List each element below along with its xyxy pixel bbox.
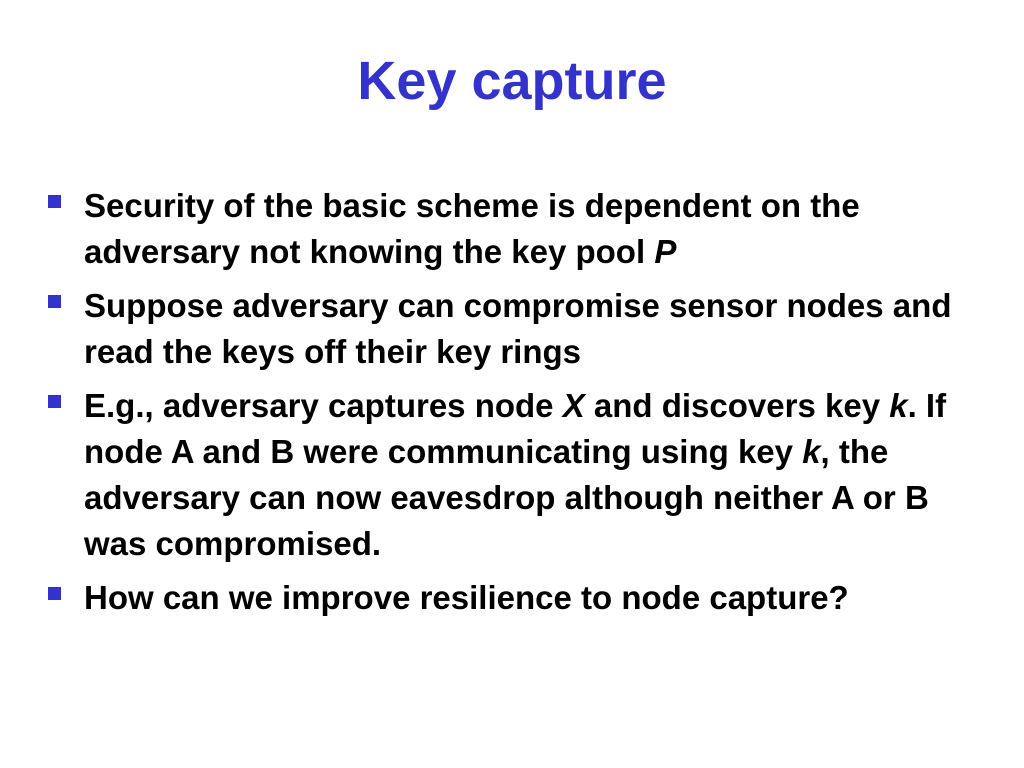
italic-variable: P: [654, 233, 677, 270]
text-segment: Suppose adversary can compromise sensor nodes and read the keys off their key rings: [84, 287, 952, 370]
text-segment: E.g., adversary captures node: [84, 387, 563, 424]
bullet-text: [84, 287, 951, 370]
square-bullet-icon: [48, 395, 61, 408]
bullet-item: [46, 575, 986, 621]
text-segment: , the adversary can now eavesdrop although neither A or B was compromised.: [84, 433, 929, 562]
text-segment: Security of the basic scheme is dependent on the adversary not knowing the key pool: [84, 187, 860, 270]
square-bullet-icon: [48, 587, 61, 600]
bullet-item: [46, 183, 986, 275]
slide-title: Key capture: [357, 51, 667, 111]
italic-variable: k: [802, 433, 821, 470]
bullet-text: [84, 387, 946, 562]
italic-variable: k: [889, 387, 908, 424]
bullet-text: [84, 579, 849, 616]
bullet-list: [46, 183, 986, 629]
text-segment: How can we improve resilience to node capture?: [84, 579, 849, 616]
italic-variable: X: [562, 387, 585, 424]
bullet-item: [46, 283, 986, 375]
text-segment: and discovers key: [584, 387, 890, 424]
bullet-item: [46, 383, 986, 567]
square-bullet-icon: [48, 295, 61, 308]
bullet-text: [84, 187, 860, 270]
square-bullet-icon: [48, 195, 61, 208]
text-segment: . If node A and B were communicating using key: [84, 387, 947, 470]
